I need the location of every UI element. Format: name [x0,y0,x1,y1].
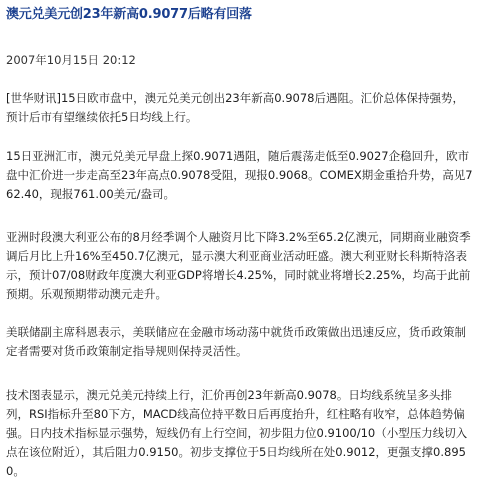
article-paragraph: 亚洲时段澳大利亚公布的8月经季调个人融资月比下降3.2%至65.2亿澳元，同期商业融资季调后月比上升16%至450.7亿澳元，显示澳大利亚商业活动旺盛。澳大利亚财长科斯特洛表示，预计07/08财政年度澳大利亚GDP将增长4.25%，同时就业将增长2.25%，均高于此前预期。乐观预期带动澳元走升。 [6,230,471,301]
article-paragraph: [世华财讯]15日欧市盘中，澳元兑美元创出23年新高0.9078后遇阻。汇价总体保持强势，预计后市有望继续依托5日均线上行。 [6,91,464,124]
article-paragraph: 美联储副主席科恩表示，美联储应在金融市场动荡中就货币政策做出迅速反应，货币政策制定者需要对货币政策制定指导规则保持灵活性。 [6,325,466,358]
article-paragraph: 技术图表显示，澳元兑美元持续上行，汇价再创23年新高0.9078。日均线系统呈多头排列，RSI指标升至80下方，MACD线高位持平数日后再度抬升，红柱略有收窄，总体趋势偏强。日内技术指标显示强势，短线仍有上行空间，初步阻力位0.9100/10（小型压力线切入点在该位附近），其后阻力0.9150。初步支撑位于5日均线所在处0.9012，更强支撑0.8950。 [6,388,468,478]
article-paragraph: 15日亚洲汇市，澳元兑美元早盘上探0.9071遇阻，随后震荡走低至0.9027企稳回升，欧市盘中汇价进一步走高至23年高点0.9078受阻，现报0.9068。COMEX期金重拾升势，高见762.40，现报761.00美元/盎司。 [6,149,473,201]
article-title: 澳元兑美元创23年新高0.9077后略有回落 [6,7,252,22]
publish-date: 2007年10月15日 20:12 [6,53,136,67]
